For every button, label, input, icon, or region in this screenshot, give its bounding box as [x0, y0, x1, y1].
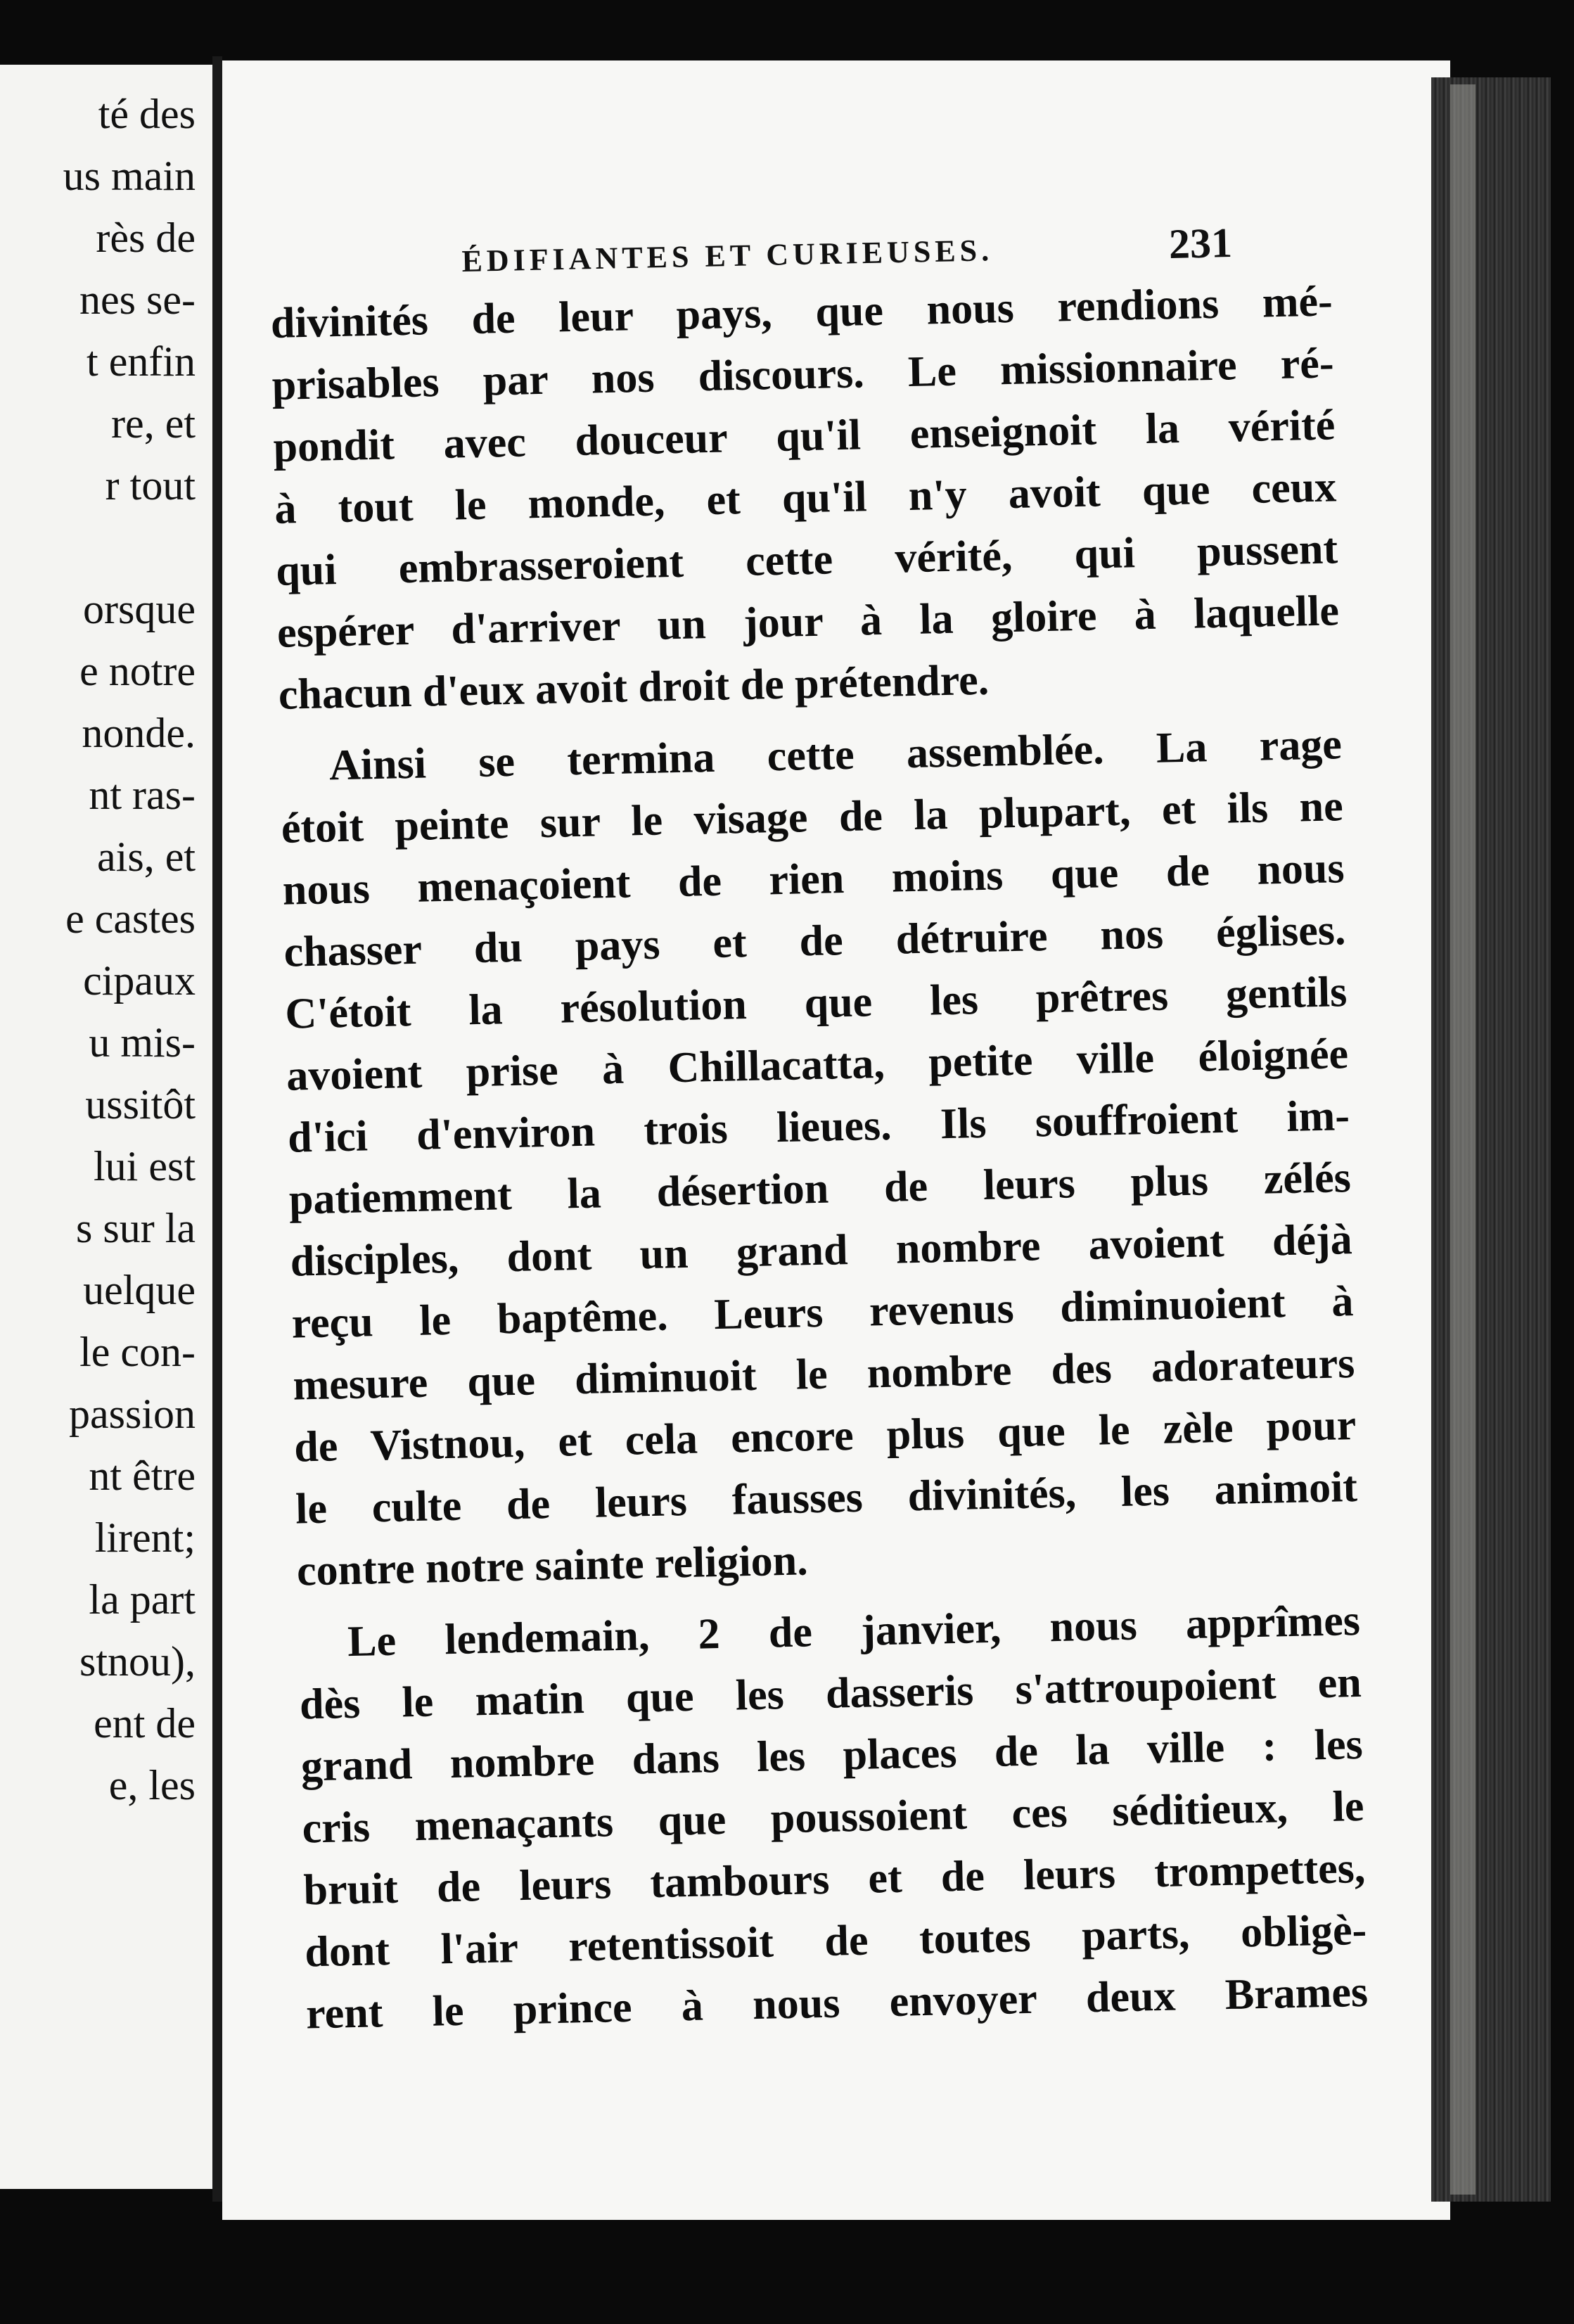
left-page-line: e castes [65, 895, 196, 942]
running-head: ÉDIFIANTES ET CURIEUSES. [461, 233, 994, 279]
left-page-line: le con- [79, 1329, 196, 1375]
text-line: grand nombre dans les places de la ville : les [300, 1720, 1364, 1791]
text-line: C'étoit la résolution que les prêtres gentils [284, 968, 1348, 1038]
paragraph [297, 1590, 1369, 2045]
text-line: à tout le monde, et qu'il n'y avoit que ceux [274, 463, 1337, 533]
text-line: de Vistnou, et cela encore plus que le zèle pour [293, 1401, 1357, 1471]
left-page-line: re, et [111, 400, 196, 447]
text-line: pondit avec douceur qu'il enseignoit la vérité [272, 401, 1336, 471]
left-page-line: lui est [94, 1143, 196, 1189]
text-line: Le lendemain, 2 de janvier, nous apprîmes [347, 1596, 1361, 1666]
paragraph [279, 713, 1359, 1602]
text-line: chasser du pays et de détruire nos églises. [283, 906, 1347, 976]
text-line: prisables par nos discours. Le missionnaire ré- [271, 339, 1335, 409]
left-page-line: cipaux [83, 957, 196, 1004]
left-page-line: nt être [89, 1452, 196, 1499]
text-line: dont l'air retentissoit de toutes parts, obligè- [304, 1905, 1367, 1977]
text-line: divinités de leur pays, que nous rendions mé- [270, 277, 1333, 347]
page-edge [1431, 77, 1551, 2202]
left-page-line: orsque [83, 586, 196, 632]
text-line: nous menaçoient de rien moins que de nous [282, 844, 1345, 914]
text-line: reçu le baptême. Leurs revenus diminuoient à [290, 1277, 1355, 1348]
left-page-line: nt ras- [89, 772, 196, 818]
text-line: espérer d'arriver un jour à la gloire à laquelle [276, 587, 1340, 657]
text-line: Ainsi se termina cette assemblée. La rage [328, 720, 1343, 790]
left-page-line: uelque [83, 1267, 196, 1313]
left-page-line: ais, et [97, 834, 196, 880]
left-page-line: la part [89, 1576, 196, 1623]
left-page-line: nes se- [79, 276, 196, 323]
left-page-line: stnou), [79, 1638, 196, 1685]
left-page-line: us main [63, 153, 196, 199]
text-line: étoit peinte sur le visage de la plupart, et ils ne [281, 782, 1344, 853]
left-page-line: té des [98, 91, 196, 137]
text-line: disciples, dont un grand nombre avoient déjà [290, 1215, 1353, 1286]
text-line: bruit de leurs tambours et de leurs trompettes, [302, 1844, 1366, 1915]
left-page-line: passion [69, 1391, 196, 1437]
text-line: avoient prise à Chillacatta, petite ville éloignée [286, 1030, 1349, 1100]
text-line: qui embrasseroient cette vérité, qui pussent [275, 525, 1338, 595]
text-line: contre notre sainte religion. [296, 1536, 809, 1595]
left-page-line: s sur la [76, 1205, 196, 1251]
left-page [0, 65, 212, 2189]
text-line: dès le matin que les dasseris s'attroupoient en [299, 1658, 1362, 1729]
paragraph [270, 270, 1341, 725]
text-line: rent le prince à nous envoyer deux Brames [305, 1967, 1369, 2038]
page-number: 231 [1168, 219, 1233, 267]
left-page-line: e notre [79, 648, 196, 694]
text-line: chacun d'eux avoit droit de prétendre. [278, 656, 990, 719]
left-page-line: u mis- [89, 1019, 196, 1066]
left-page-line: e, les [108, 1762, 196, 1808]
left-page-line: ussitôt [85, 1081, 196, 1128]
main-page [222, 60, 1450, 2220]
text-line: mesure que diminuoit le nombre des adorateurs [292, 1339, 1355, 1410]
left-page-line: rès de [96, 215, 196, 261]
text-line: patiemment la désertion de leurs plus zélés [288, 1154, 1352, 1224]
text-line: d'ici d'environ trois lieues. Ils souffroient im- [287, 1092, 1350, 1162]
book-gutter [212, 56, 222, 2202]
left-page-line: r tout [105, 462, 196, 509]
page-edge-highlight [1450, 84, 1476, 2195]
left-page-line: nonde. [82, 710, 196, 756]
body-text [270, 270, 1369, 2045]
left-page-line: t enfin [87, 338, 196, 385]
left-page-line: lirent; [94, 1514, 196, 1561]
left-page-line: ent de [94, 1700, 196, 1747]
text-line: cris menaçants que poussoient ces séditieux, le [302, 1782, 1365, 1853]
text-line: le culte de leurs fausses divinités, les animoit [295, 1463, 1358, 1533]
